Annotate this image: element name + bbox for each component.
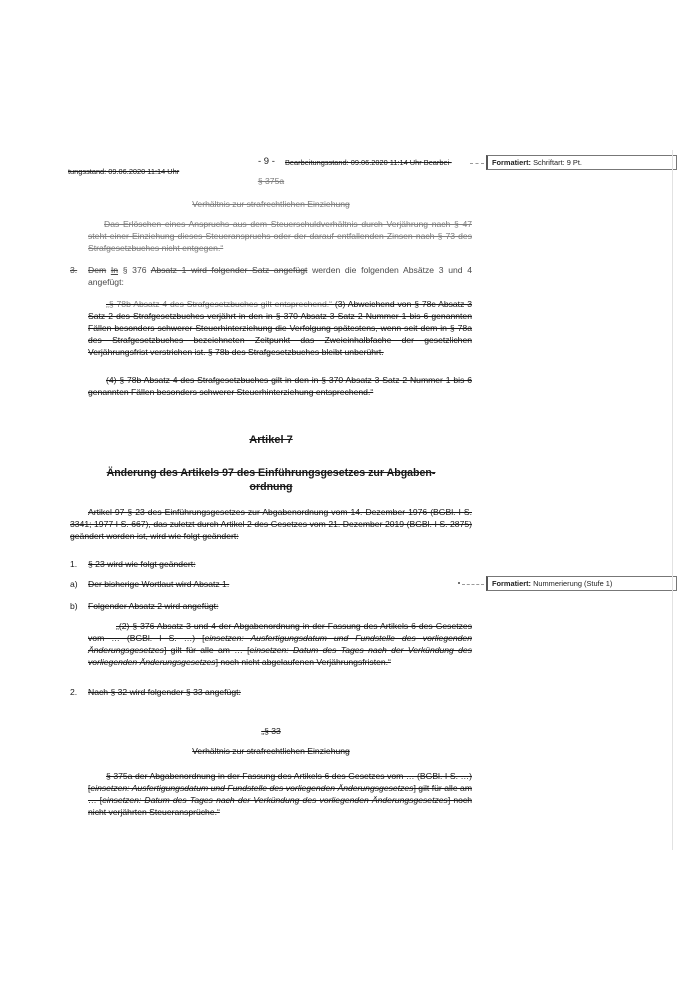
stand-right-tail: Bearbei- [423, 158, 452, 167]
comment-text: Nummerierung (Stufe 1) [533, 579, 613, 588]
comment-balloon-format-font[interactable] [486, 155, 677, 170]
article-intro: Artikel 97 § 23 des Einführungsgesetzes zur Abgabenordnung vom 14. Dezember 1976 (BGBl. I S. 3341; 1977 I S. 667), das zuletzt durch Artikel 2 des Gesetzes vom 21. Dezember 2019 (BGBl. I S. 2875) geändert worden ist, wird wie folgt geändert: [70, 507, 472, 541]
article-item-a: a) Der bisherige Wortlaut wird Absatz 1. [70, 579, 230, 589]
revision-stand-left: tungsstand: 09.06.2020 11:14 Uhr [68, 167, 180, 176]
article-title [70, 466, 472, 494]
margin-rule [672, 150, 673, 850]
item-3-text: Dem In § 376 Absatz 1 wird folgender Satz angefügt werden die folgenden Absätze 3 und 4 angefügt: [88, 265, 472, 287]
section-375a-heading: Verhältnis zur strafrechtlichen Einziehung [192, 199, 350, 209]
comment-text: Schriftart: 9 Pt. [533, 158, 582, 167]
item-3-number: 3. [70, 265, 78, 275]
item-3-absatz-4: (4) § 78b Absatz 4 des Strafgesetzbuches gilt in den in § 370 Absatz 3 Satz 2 Nummer 1 bis 6 genannten Fällen besonders schwerer Steuerhinterziehung entsprechend.“ [88, 375, 472, 397]
section-33-body: § 375a der Abgabenordnung in der Fassung des Artikels 6 des Gesetzes vom … (BGBl. I S. …) [einsetzen: Ausfertigungsdatum und Fundstelle des vorliegenden Änderungsgesetzes] gilt für alle am … [einsetzen: Datum des Tages nach der Verkündung des vorliegenden Änderungsgesetzes] noch nicht verjährten Steueransprüche.“ [88, 771, 472, 817]
page-marker: - 9 - [258, 156, 275, 167]
section-33-heading: Verhältnis zur strafrechtlichen Einziehung [192, 746, 350, 756]
section-375a-mark: § 375a [257, 176, 285, 186]
page-number [258, 156, 275, 167]
section-33-mark: „§ 33 [261, 726, 281, 736]
article-title-line-2: ordnung [249, 481, 293, 493]
article-number: Artikel 7 [249, 434, 293, 446]
comment-balloon-format-numbering[interactable] [486, 576, 677, 591]
article-title-line-1: Änderung des Artikels 97 des Einführungsgesetzes zur Abgaben- [106, 467, 436, 479]
article-item-b: b) Folgender Absatz 2 wird angefügt: [70, 601, 219, 611]
comment-label: Formatiert: [492, 579, 532, 588]
stand-right-text: Bearbeitungsstand: 09.06.2020 11:14 Uhr [285, 158, 422, 167]
article-absatz-2-text: „(2) § 376 Absatz 3 und 4 der Abgabenordnung in der Fassung des Artikels 6 des Gesetzes vom … (BGBl. I S. …) [einsetzen: Ausfertigungsdatum und Fundstelle des vorliegenden Änderungsgesetzes] gilt für alle am … [einsetzen: Datum des Tages nach der Verkündung des vorliegenden Änderungsgesetzes] noch nicht abgelaufenen Verjährungsfristen.“ [88, 621, 473, 667]
comment-connector-1 [470, 163, 484, 164]
change-marker [458, 582, 460, 584]
item-3-quote-paragraph: „§ 78b Absatz 4 des Strafgesetzbuches gilt entsprechend.“ (3) Abweichend von § 78c Absatz 3 Satz 2 des Strafgesetzbuches verjährt in den in § 370 Absatz 3 Satz 2 Nummer 1 bis 6 genannten Fällen besonders schwerer Steuerhinterziehung die Verfolgung spätestens, wenn seit dem in § 78a des Strafgesetzbuches bezeichneten Zeitpunkt das Zweieinhalbfache der gesetzlichen Verjährungsfrist verstrichen ist. § 78b des Strafgesetzbuches bleibt unberührt. [88, 299, 473, 357]
section-375a-body: Das Erlöschen eines Anspruchs aus dem Steuerschuldverhältnis durch Verjährung nach § 47 steht einer Einziehung dieses Steueranspruchs oder der darauf entfallenden Zinsen nach § 73 des Strafgesetzbuches nicht entgegen.“ [88, 219, 472, 253]
article-item-2: 2. Nach § 32 wird folgender § 33 angefügt: [70, 687, 241, 697]
revision-stand-right [285, 158, 452, 167]
article-item-1: 1. § 23 wird wie folgt geändert: [70, 559, 196, 569]
comment-label: Formatiert: [492, 158, 532, 167]
